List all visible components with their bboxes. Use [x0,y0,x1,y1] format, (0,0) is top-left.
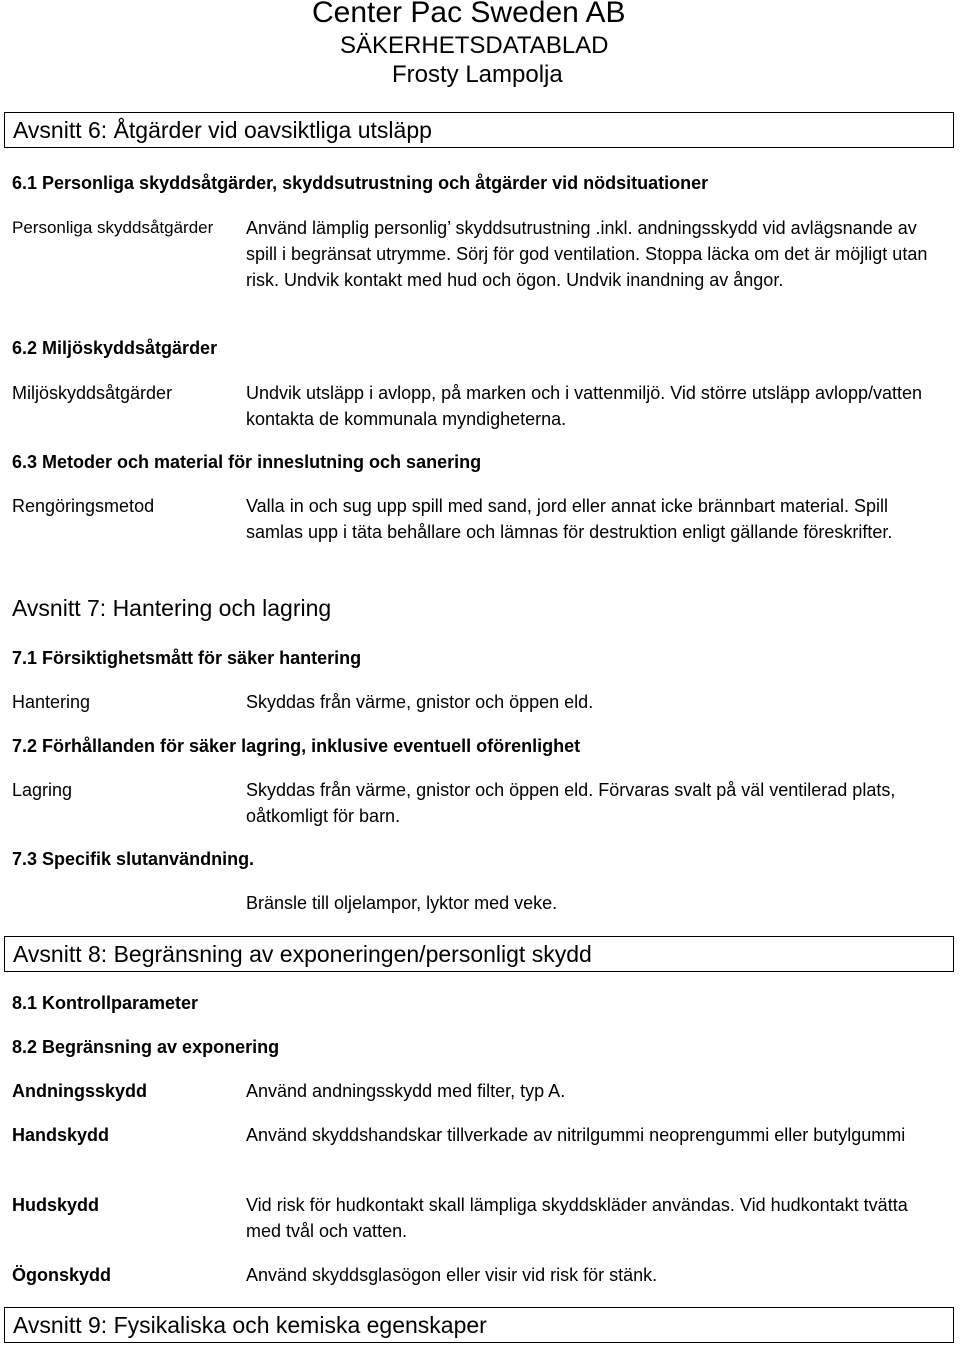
section-6-title: Avsnitt 6: Åtgärder vid oavsiktliga utsläpp [4,112,954,148]
label-personal-protection: Personliga skyddsåtgärder [12,218,214,237]
text-personal-protection: Använd lämplig personlig’ skyddsutrustning .inkl. andningsskydd vid avlägsnande av spill i begränsat utrymme. Sörj för god ventilation. Stoppa läcka om det är möjligt utan risk. Undvik kontakt med hud och ögon. Undvik inandning av ångor. [246,218,928,290]
label-storage: Lagring [12,780,73,800]
text-cleaning-method: Valla in och sug upp spill med sand, jord eller annat icke brännbart material. Spill samlas upp i täta behållare och lämnas för destruktion enligt gällande föreskrifter. [246,496,893,542]
label-cleaning-method: Rengöringsmetod [12,496,155,516]
section-9-title: Avsnitt 9: Fysikaliska och kemiska egenskaper [4,1307,954,1343]
subsection-7-3-title: 7.3 Specifik slutanvändning. [12,849,255,869]
text-end-use: Bränsle till oljelampor, lyktor med veke. [246,893,558,913]
document-type: SÄKERHETSDATABLAD [340,32,609,59]
section-7-title: Avsnitt 7: Hantering och lagring [12,595,332,621]
section-8-title: Avsnitt 8: Begränsning av exponeringen/personligt skydd [4,936,954,972]
label-handling: Hantering [12,692,91,712]
label-eye-protection: Ögonskydd [12,1265,112,1285]
label-skin-protection: Hudskydd [12,1195,100,1215]
subsection-6-3-title: 6.3 Metoder och material för inneslutning och sanering [12,452,482,472]
text-environmental-protection: Undvik utsläpp i avlopp, på marken och i vattenmiljö. Vid större utsläpp avlopp/vatten kontakta de kommunala myndigheterna. [246,383,923,429]
subsection-7-2-title: 7.2 Förhållanden för säker lagring, inklusive eventuell oförenlighet [12,736,581,756]
label-respiratory-protection: Andningsskydd [12,1081,148,1101]
company-name: Center Pac Sweden AB [312,0,626,29]
subsection-8-2-title: 8.2 Begränsning av exponering [12,1037,280,1057]
text-storage: Skyddas från värme, gnistor och öppen eld. Förvaras svalt på väl ventilerad plats, oåtkomligt för barn. [246,780,896,826]
subsection-7-1-title: 7.1 Försiktighetsmått för säker hantering [12,648,362,668]
text-skin-protection: Vid risk för hudkontakt skall lämpliga skyddskläder användas. Vid hudkontakt tvätta med tvål och vatten. [246,1195,908,1241]
document-header [0,0,960,100]
label-environmental-protection: Miljöskyddsåtgärder [12,383,173,403]
subsection-6-1-title: 6.1 Personliga skyddsåtgärder, skyddsutrustning och åtgärder vid nödsituationer [12,173,709,193]
text-respiratory-protection: Använd andningsskydd med filter, typ A. [246,1081,566,1101]
text-eye-protection: Använd skyddsglasögon eller visir vid risk för stänk. [246,1265,658,1285]
subsection-8-1-title: 8.1 Kontrollparameter [12,993,199,1013]
product-name: Frosty Lampolja [392,61,563,88]
label-hand-protection: Handskydd [12,1125,110,1145]
text-hand-protection: Använd skyddshandskar tillverkade av nitrilgummi neoprengummi eller butylgummi [246,1125,906,1145]
subsection-6-2-title: 6.2 Miljöskyddsåtgärder [12,338,218,358]
text-handling: Skyddas från värme, gnistor och öppen eld. [246,692,594,712]
